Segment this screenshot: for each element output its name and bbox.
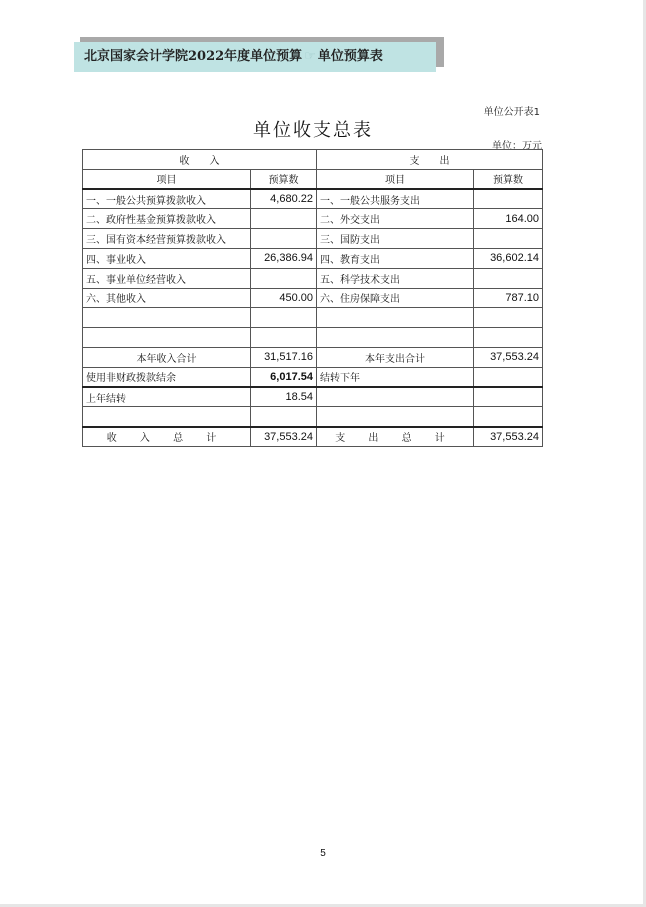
expense-amount xyxy=(474,407,543,427)
income-amount xyxy=(251,328,317,348)
expense-amount xyxy=(474,229,543,249)
expense-item xyxy=(317,308,474,328)
expense-amount xyxy=(474,308,543,328)
expense-item-header: 项目 xyxy=(317,169,474,189)
expense-item: 一、一般公共服务支出 xyxy=(317,189,474,209)
table-row xyxy=(83,209,543,229)
expense-amount: 36,602.14 xyxy=(474,248,543,268)
table-row xyxy=(83,189,543,209)
table-row xyxy=(83,407,543,427)
expense-grand-total-label: 支 出 总 计 xyxy=(317,427,474,447)
expense-grand-total-amount: 37,553.24 xyxy=(474,427,543,447)
table-row xyxy=(83,367,543,387)
page-title: 单位收支总表 xyxy=(253,120,373,141)
expense-item: 结转下年 xyxy=(317,367,474,387)
income-item: 三、国有资本经营预算拨款收入 xyxy=(83,229,251,249)
year-income-total-label: 本年收入合计 xyxy=(83,347,251,367)
page-number: 5 xyxy=(320,848,326,859)
income-amount: 450.00 xyxy=(251,288,317,308)
expense-amount: 164.00 xyxy=(474,209,543,229)
table-row xyxy=(83,387,543,407)
income-amount: 26,386.94 xyxy=(251,248,317,268)
expense-item: 三、国防支出 xyxy=(317,229,474,249)
table-row xyxy=(83,248,543,268)
expense-item: 四、教育支出 xyxy=(317,248,474,268)
income-amount: 18.54 xyxy=(251,387,317,407)
income-amount: 4,680.22 xyxy=(251,189,317,209)
income-item: 五、事业单位经营收入 xyxy=(83,268,251,288)
income-item: 一、一般公共预算拨款收入 xyxy=(83,189,251,209)
income-item: 上年结转 xyxy=(83,387,251,407)
income-grand-total-amount: 37,553.24 xyxy=(251,427,317,447)
income-item xyxy=(83,328,251,348)
year-expense-total-label: 本年支出合计 xyxy=(317,347,474,367)
section-header-row xyxy=(83,150,543,170)
header-banner xyxy=(74,42,436,72)
expense-amount-header: 预算数 xyxy=(474,169,543,189)
expense-item: 五、科学技术支出 xyxy=(317,268,474,288)
grand-total-row xyxy=(83,427,543,447)
column-header-row xyxy=(83,169,543,189)
income-amount xyxy=(251,308,317,328)
year-income-total-amount: 31,517.16 xyxy=(251,347,317,367)
table-row xyxy=(83,229,543,249)
income-amount xyxy=(251,209,317,229)
income-amount xyxy=(251,407,317,427)
income-amount xyxy=(251,229,317,249)
table-row xyxy=(83,308,543,328)
pointing-hand-icon: ☞ xyxy=(304,49,316,64)
table-row xyxy=(83,268,543,288)
table-row xyxy=(83,288,543,308)
table-number: 单位公开表1 xyxy=(483,107,540,118)
income-amount-header: 预算数 xyxy=(251,169,317,189)
income-amount: 6,017.54 xyxy=(251,367,317,387)
income-item: 使用非财政拨款结余 xyxy=(83,367,251,387)
income-grand-total-label: 收 入 总 计 xyxy=(83,427,251,447)
banner-title: 北京国家会计学院2022年度单位预算 xyxy=(84,49,303,64)
income-item: 四、事业收入 xyxy=(83,248,251,268)
expense-amount xyxy=(474,268,543,288)
income-item xyxy=(83,407,251,427)
income-item xyxy=(83,308,251,328)
year-expense-total-amount: 37,553.24 xyxy=(474,347,543,367)
expense-item xyxy=(317,387,474,407)
table-row xyxy=(83,328,543,348)
unit-label: 单位：万元 xyxy=(492,141,542,152)
budget-table xyxy=(82,149,543,447)
expense-amount xyxy=(474,328,543,348)
expense-amount xyxy=(474,189,543,209)
expense-item xyxy=(317,328,474,348)
expense-item: 六、住房保障支出 xyxy=(317,288,474,308)
expense-amount xyxy=(474,367,543,387)
expense-amount xyxy=(474,387,543,407)
income-item: 六、其他收入 xyxy=(83,288,251,308)
year-total-row xyxy=(83,347,543,367)
banner-subtitle: 单位预算表 xyxy=(317,49,383,64)
income-item-header: 项目 xyxy=(83,169,251,189)
expense-item: 二、外交支出 xyxy=(317,209,474,229)
expense-section-header: 支 出 xyxy=(317,150,543,170)
income-amount xyxy=(251,268,317,288)
expense-amount: 787.10 xyxy=(474,288,543,308)
income-item: 二、政府性基金预算拨款收入 xyxy=(83,209,251,229)
expense-item xyxy=(317,407,474,427)
income-section-header: 收 入 xyxy=(83,150,317,170)
